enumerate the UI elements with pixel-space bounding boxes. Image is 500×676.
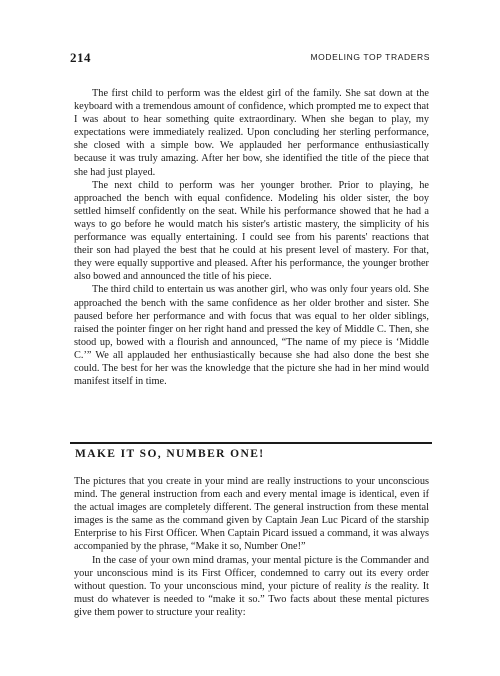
section-heading <box>70 442 432 462</box>
body-text-top <box>74 87 429 388</box>
paragraph: The next child to perform was her younger brother. Prior to playing, he approached the bench with equal confidence. Modeling his older sister, the boy settled himself confidently on the seat. While his performance showed that he had a ways to go before he would match his sister's artistic mastery, the simplicity of his performance was equally entertaining. I could see from his parents' reactions that their son had played the best that he could at his present level of mastery. For that, they were equally supportive and pleased. After his performance, the younger brother also bowed and announced the title of his piece. <box>74 179 429 283</box>
body-text-bottom <box>74 475 429 619</box>
section-title: MAKE IT SO, NUMBER ONE! <box>75 448 265 460</box>
running-head <box>70 50 430 70</box>
paragraph <box>74 554 429 619</box>
paragraph-text: In the case of your own mind dramas, your mental picture is the Commander and your unconscious mind is its First Officer, condemned to carry out its every order without question. To your unconscious mind, your picture of reality <box>74 554 429 592</box>
chapter-title: MODELING TOP TRADERS <box>310 52 430 62</box>
emphasis-text: is <box>364 580 372 592</box>
page-number: 214 <box>70 50 91 65</box>
paragraph: The pictures that you create in your mind are really instructions to your unconscious mind. The general instruction from each and every mental image is identical, even if the actual images are completely different. The general instruction from these mental images is the same as the command given by Captain Jean Luc Picard of the starship Enterprise to his First Officer. When Captain Picard issued a command, it was always accompanied by the phrase, “Make it so, Number One!” <box>74 476 429 553</box>
section-rule <box>70 442 432 444</box>
paragraph: The third child to entertain us was another girl, who was only four years old. She approached the bench with the same confidence as her older brother and sister. She paused before her performance and with focus that was equal to her older siblings, raised the pointer finger on her right hand and pressed the key of Middle C. Then, she stood up, bowed with a flourish and announced, “The name of my piece is ‘Middle C.’” We all applauded her enthusiastically because she had also done the best she could. The best for her was the knowledge that the picture she had in her mind would manifest itself in time. <box>74 284 429 388</box>
paragraph-text: the reality. It must do whatever is needed to “make it so.” Two facts about these mental pictures give them power to structure your reality: <box>74 580 429 618</box>
paragraph: The first child to perform was the eldest girl of the family. She sat down at the keyboard with a tremendous amount of confidence, which prompted me to expect that I was about to hear something quite extraordinary. When she began to play, my expectations were immediately realized. Upon concluding her sterling performance, she closed with a simple bow. We applauded her performance enthusiastically because it was truly amazing. After her bow, she identified the title of the piece that she had just played. <box>74 88 429 178</box>
